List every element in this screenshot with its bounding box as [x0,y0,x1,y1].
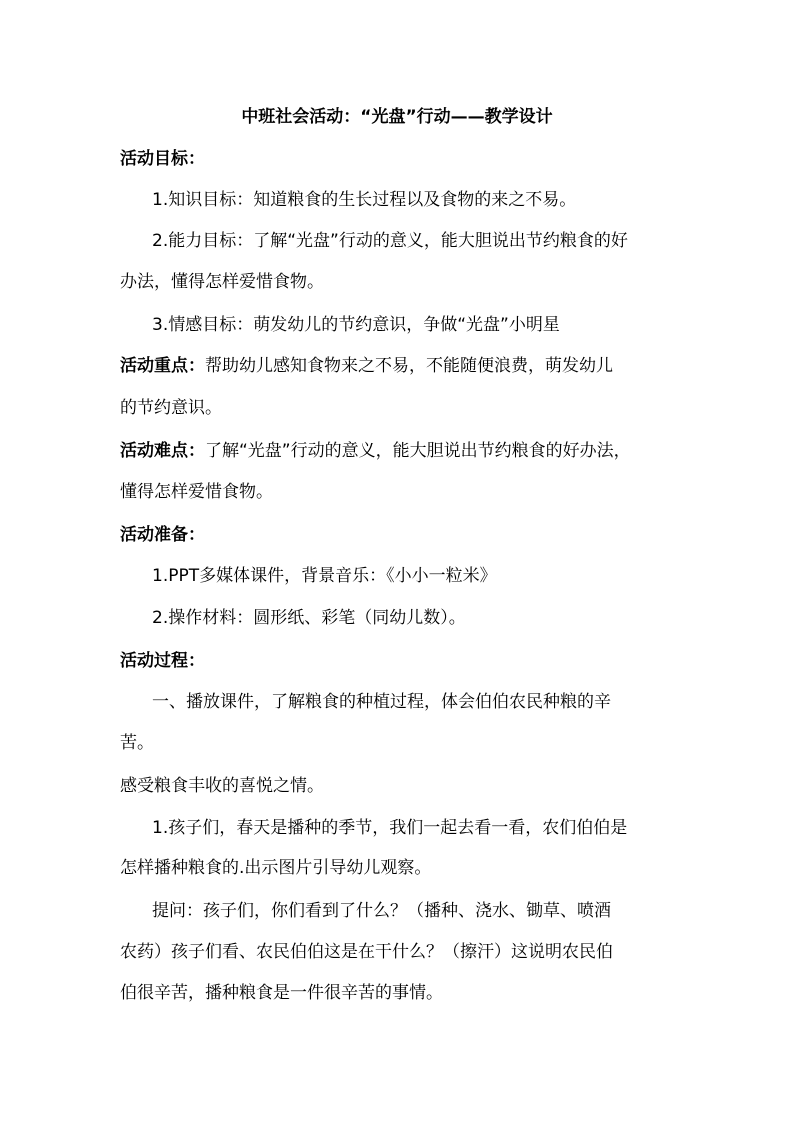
goal-ability-line2: 办法，懂得怎样爱惜食物。 [120,272,324,292]
goal-ability-line1: 2.能力目标：了解“光盘”行动的意义，能大胆说出节约粮食的好 [152,231,628,251]
goal-emotion: 3.情感目标：萌发幼儿的节约意识，争做“光盘”小明星 [152,315,560,335]
q1-line1: 1.孩子们，春天是播种的季节，我们一起去看一看，农们伯伯是 [152,818,628,838]
step1-line2: 苦。 [120,733,154,753]
goals-heading: 活动目标： [120,149,205,169]
document-title: 中班社会活动：“光盘”行动——教学设计 [241,107,553,127]
ask-line2: 农药）孩子们看、农民伯伯这是在干什么？（擦汗）这说明农民伯 [120,942,613,962]
step1-line1: 一、播放课件，了解粮食的种植过程，体会伯伯农民种粮的辛 [152,692,611,712]
goal-knowledge: 1.知识目标：知道粮食的生长过程以及食物的来之不易。 [152,190,577,210]
difficulty-line2: 懂得怎样爱惜食物。 [120,482,273,502]
step1-line3: 感受粮食丰收的喜悦之情。 [120,776,324,796]
difficulty-line1 [120,438,680,464]
q1-line2: 怎样播种粮食的.出示图片引导幼儿观察。 [120,858,432,878]
difficulty-text: 了解“光盘”行动的意义，能大胆说出节约粮食的好办法， [205,441,631,461]
process-heading: 活动过程： [120,651,205,671]
prep-item-2: 2.操作材料：圆形纸、彩笔（同幼儿数）。 [152,608,466,628]
key-point-label: 活动重点： [120,356,205,376]
ask-line1: 提问：孩子们，你们看到了什么？（播种、浇水、锄草、喷酒 [152,901,611,921]
difficulty-label: 活动难点： [120,441,205,461]
key-point-line2: 的节约意识。 [120,398,222,418]
key-point-line1 [120,353,680,379]
prep-heading: 活动准备： [120,525,205,545]
ask-line3: 伯很辛苦，播种粮食是一件很辛苦的事情。 [120,983,443,1003]
prep-item-1: 1.PPT多媒体课件，背景音乐：《小小一粒米》 [152,566,497,586]
key-point-text: 帮助幼儿感知食物来之不易，不能随便浪费，萌发幼儿 [205,356,613,376]
